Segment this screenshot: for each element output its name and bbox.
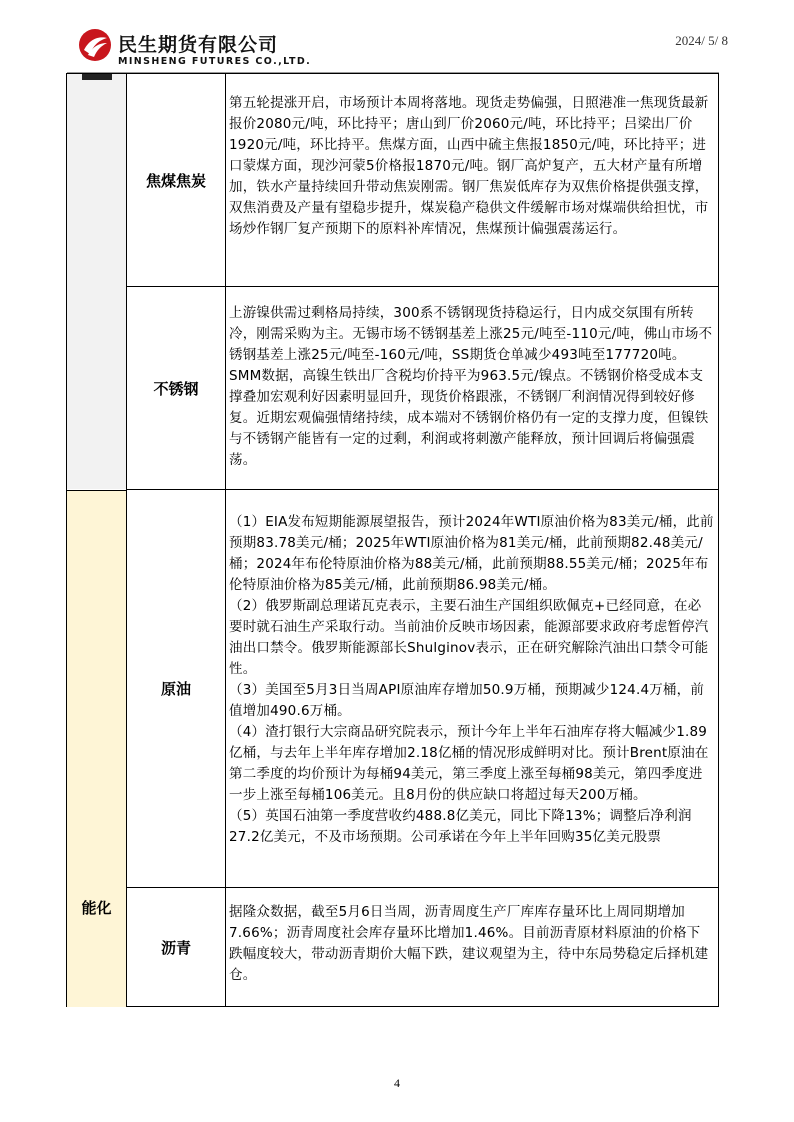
company-name-cn: 民生期货有限公司: [118, 34, 279, 56]
company-name-en: MINSHENG FUTURES CO.,LTD.: [118, 56, 312, 67]
page-header: [78, 26, 728, 72]
row-name: 不锈钢: [127, 287, 226, 489]
table-row-asphalt: [127, 888, 718, 1006]
row-content: [226, 490, 718, 887]
row-content: [226, 74, 718, 286]
crude-item-1: （1）EIA发布短期能源展望报告，预计2024年WTI原油价格为83美元/桶，此前预期83.78美元/桶；2025年WTI原油价格为81美元/桶，此前预期82.48美元/桶；2024年布伦特原油价格为88美元/桶，此前预期88.55美元/桶；2025年布伦特原油价格为85美元/桶，此前预期86.98美元/桶。: [229, 514, 714, 593]
crude-item-3: （3）美国至5月3日当周API原油库存增加50.9万桶，预期减少124.4万桶，前值增加490.6万桶。: [229, 682, 705, 719]
continued-label-stub: [82, 74, 112, 80]
category-cell-continued: [67, 74, 126, 489]
commodity-table: [66, 73, 719, 1007]
row-name: 原油: [127, 490, 226, 887]
category-label-energy: 能化: [81, 899, 112, 917]
row-name: 沥青: [127, 888, 226, 1006]
crude-item-2: （2）俄罗斯副总理诺瓦克表示，主要石油生产国组织欧佩克+已经同意，在必要时就石油生产采取行动。当前油价反映市场因素，能源部要求政府考虑暂停汽油出口禁令。俄罗斯能源部长Shulginov表示，正在研究解除汽油出口禁令可能性。: [229, 598, 709, 677]
category-column: [67, 74, 127, 1006]
table-row-crude-oil: [127, 490, 718, 888]
category-cell-energy: [67, 490, 126, 1007]
crude-item-5: （5）英国石油第一季度营收约488.8亿美元，同比下降13%；调整后净利润27.2亿美元，不及市场预期。公司承诺在今年上半年回购35亿美元股票: [229, 808, 692, 845]
row-name: 焦煤焦炭: [127, 74, 226, 286]
report-date: 2024/ 5/ 8: [675, 33, 728, 48]
row-content: [226, 287, 718, 489]
row-text: 据隆众数据，截至5月6日当周，沥青周度生产厂库库存量环比上周同期增加7.66%；沥青周度社会库存量环比增加1.46%。目前沥青原材料原油的价格下跌幅度较大，带动沥青期价大幅下跌，建议观望为主，待中东局势稳定后择机建仓。: [229, 904, 709, 983]
row-content: [226, 888, 718, 1006]
minsheng-logo-icon: [78, 28, 112, 62]
table-row-coking-coal: [127, 74, 718, 287]
row-text: 第五轮提涨开启，市场预计本周将落地。现货走势偏强，日照港准一焦现货最新报价2080元/吨，环比持平；唐山到厂价2060元/吨，环比持平；吕梁出厂价1920元/吨，环比持平。焦煤方面，山西中硫主焦报1850元/吨，环比持平；进口蒙煤方面，现沙河蒙5价格报1870元/吨。钢厂高炉复产，五大材产量有所增加，铁水产量持续回升带动焦炭刚需。钢厂焦炭低库存为双焦价格提供强支撑，双焦消费及产量有望稳步提升，煤炭稳产稳供文件缓解市场对煤端供给担忧，市场炒作钢厂复产预期下的原料补库情况，焦煤预计偏强震荡运行。: [229, 95, 709, 237]
table-row-stainless-steel: [127, 287, 718, 490]
page-number: 4: [394, 1076, 400, 1090]
row-text: 上游镍供需过剩格局持续，300系不锈钢现货持稳运行，日内成交氛围有所转冷，刚需采购为主。无锡市场不锈钢基差上涨25元/吨至-110元/吨，佛山市场不锈钢基差上涨25元/吨至-160元/吨，SS期货仓单减少493吨至177720吨。SMM数据，高镍生铁出厂含税均价持平为963.5元/镍点。不锈钢价格受成本支撑叠加宏观利好因素明显回升，现货价格跟涨，不锈钢厂利润情况得到较好修复。近期宏观偏强情绪持续，成本端对不锈钢价格仍有一定的支撑力度，但镍铁与不锈钢产能皆有一定的过剩，利润或将刺激产能释放，预计回调后将偏强震荡。: [229, 305, 713, 468]
crude-item-4: （4）渣打银行大宗商品研究院表示，预计今年上半年石油库存将大幅减少1.89亿桶，与去年上半年库存增加2.18亿桶的情况形成鲜明对比。预计Brent原油在第二季度的均价预计为每桶94美元，第三季度上涨至每桶98美元，第四季度进一步上涨至每桶106美元。且8月份的供应缺口将超过每天200万桶。: [229, 724, 709, 803]
